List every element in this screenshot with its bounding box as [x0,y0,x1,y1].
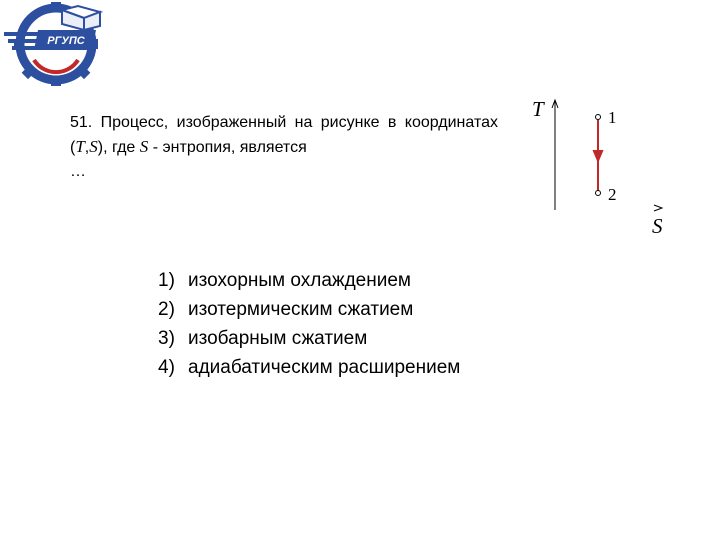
question-part-2: ), где [97,139,140,156]
question-part-1: Процесс, изображенный на рисунке в координатах ( [70,114,498,156]
answer-number: 2) [158,299,175,320]
answer-option[interactable] [158,295,460,324]
answer-text: изобарным сжатием [188,328,368,349]
answer-option[interactable] [158,353,460,382]
x-axis-arrow [654,205,662,211]
answer-option[interactable] [158,324,460,353]
var-s-entropy: S [139,137,149,156]
answer-number: 4) [158,357,175,378]
y-axis-label: T [532,97,544,121]
ellipsis: … [70,163,86,180]
question-number: 51. [70,114,93,131]
answer-number: 1) [158,270,175,291]
answer-text: изотермическим сжатием [188,299,414,320]
answer-text: изохорным охлаждением [188,270,411,291]
var-s: S [89,137,98,156]
book-icon [62,6,100,30]
process-arrow [593,150,603,162]
logo-text: РГУПС [47,35,85,47]
point-2 [596,191,601,196]
point-1 [596,115,601,120]
point-1-label: 1 [608,108,617,127]
answer-option[interactable] [158,266,460,295]
point-2-label: 2 [608,185,617,204]
x-axis-label: S [652,214,663,238]
ts-diagram [528,92,678,242]
answer-number: 3) [158,328,175,349]
comma: , [84,139,90,156]
answer-list [158,266,460,382]
rgups-logo [4,2,104,86]
answer-text: адиабатическим расширением [188,357,461,378]
question-text [70,111,498,184]
question-part-3: - энтропия, является [148,139,307,156]
var-t: T [75,137,85,156]
